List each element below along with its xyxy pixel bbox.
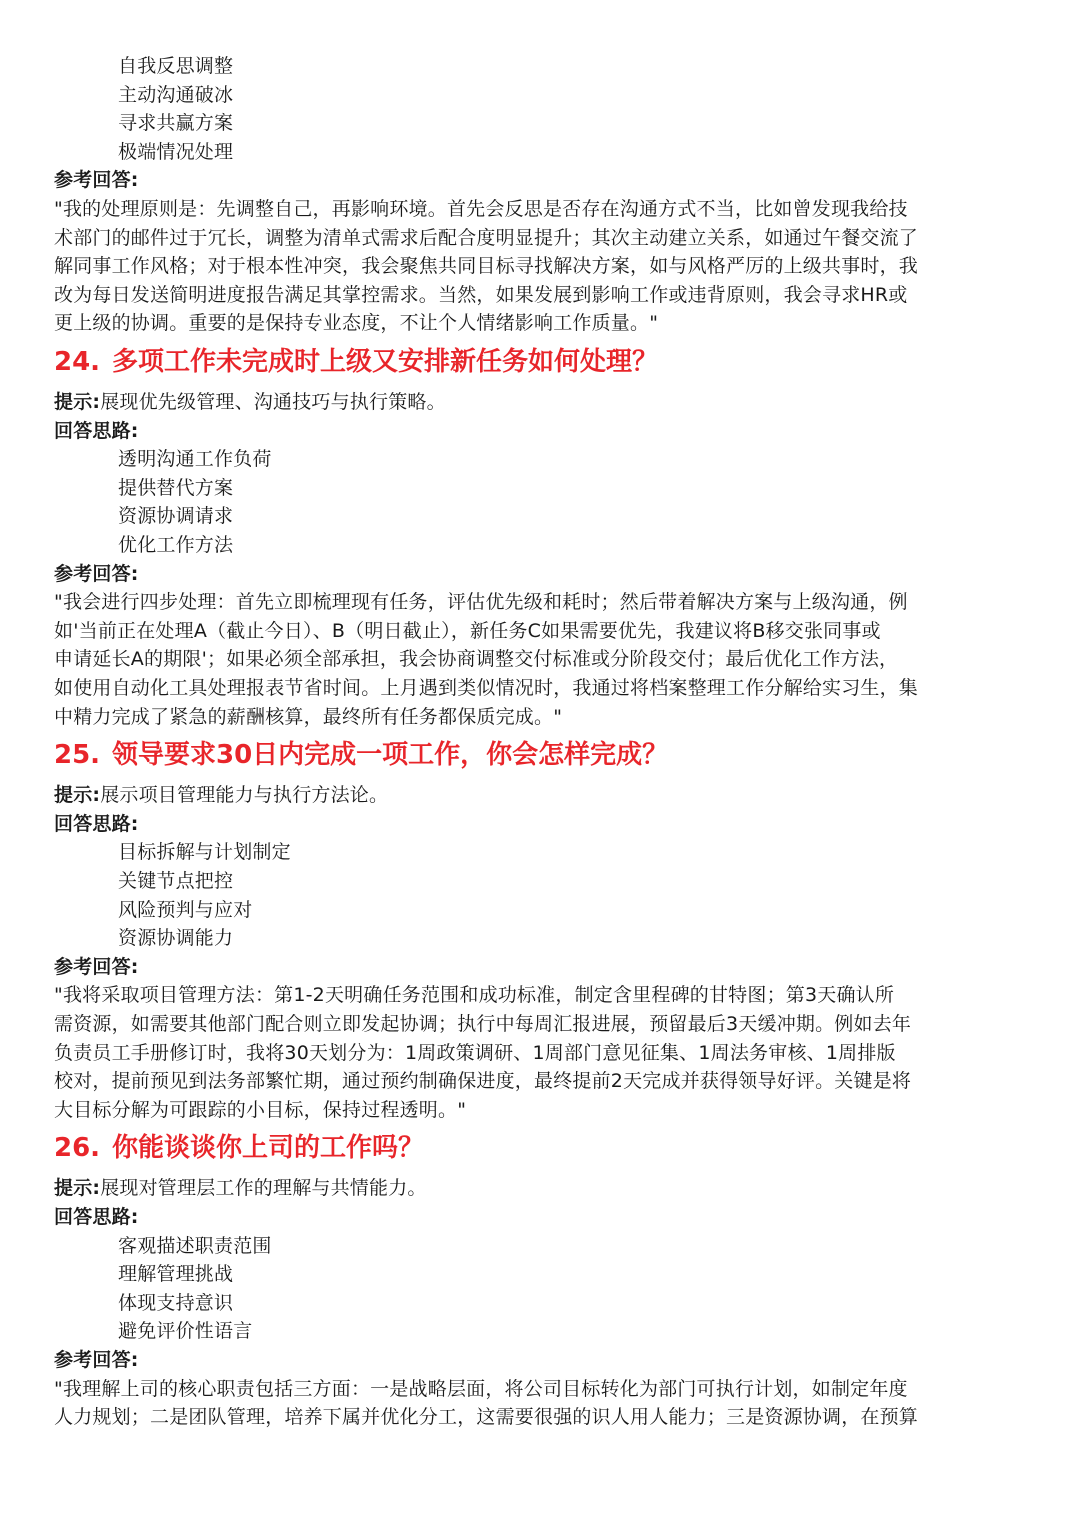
answer-label: 参考回答:	[54, 169, 139, 192]
hint-text: 展现优先级管理、沟通技巧与执行策略。	[100, 391, 446, 413]
hint-text: 展示项目管理能力与执行方法论。	[100, 784, 389, 807]
approach-point: 优化工作方法	[118, 534, 234, 556]
hint-label: 提示:	[54, 391, 101, 413]
question-text: 你能谈谈你上司的工作吗？	[112, 1133, 425, 1164]
approach-point: 目标拆解与计划制定	[118, 841, 291, 864]
approach-point: 寻求共赢方案	[118, 112, 234, 135]
approach-label: 回答思路:	[54, 1206, 139, 1228]
question-number: 25.	[54, 740, 101, 771]
approach-point: 透明沟通工作负荷	[118, 448, 272, 471]
answer-line: 校对，提前预见到法务部繁忙期，通过预约制确保进度，最终提前2天完成并获得领导好评。关键是将	[54, 1070, 912, 1093]
answer-line: "我理解上司的核心职责包括三方面：一是战略层面，将公司目标转化为部门可执行计划，如制定年度	[54, 1377, 908, 1400]
question-text: 领导要求30日内完成一项工作，你会怎样完成？	[112, 740, 669, 771]
approach-point: 理解管理挑战	[118, 1263, 234, 1286]
approach-point: 资源协调能力	[118, 927, 234, 950]
answer-line: 改为每日发送简明进度报告满足其掌控需求。当然，如果发展到影响工作或违背原则，我会寻求HR或	[54, 283, 908, 306]
answer-label: 参考回答:	[54, 562, 139, 585]
approach-point: 资源协调请求	[118, 505, 234, 528]
approach-label: 回答思路:	[54, 419, 139, 442]
answer-line: 中精力完成了紧急的薪酬核算，最终所有任务都保质完成。"	[54, 705, 563, 728]
hint-label: 提示:	[54, 784, 101, 807]
approach-point: 提供替代方案	[118, 476, 234, 499]
answer-line: 如使用自动化工具处理报表节省时间。上月遇到类似情况时，我通过将档案整理工作分解给实习生，集	[54, 677, 919, 699]
hint-text: 展现对管理层工作的理解与共情能力。	[100, 1177, 427, 1200]
approach-point: 关键节点把控	[118, 870, 234, 892]
question-number: 26.	[54, 1133, 101, 1164]
approach-label: 回答思路:	[54, 812, 139, 835]
answer-line: 大目标分解为可跟踪的小目标，保持过程透明。"	[54, 1098, 467, 1121]
hint-line	[54, 1174, 427, 1202]
hint-line	[54, 781, 388, 809]
question-text: 多项工作未完成时上级又安排新任务如何处理？	[112, 347, 659, 377]
approach-point: 极端情况处理	[118, 140, 234, 163]
hint-line	[54, 388, 446, 416]
answer-line: 申请延长A的期限'；如果必须全部承担，我会协商调整交付标准或分阶段交付；最后优化工作方法，	[54, 648, 899, 671]
approach-point: 风险预判与应对	[118, 898, 253, 921]
answer-line: 如'当前正在处理A（截止今日）、B（明日截止），新任务C如果需要优先，我建议将B移交张同事或	[54, 619, 881, 642]
answer-line: "我将采取项目管理方法：第1-2天明确任务范围和成功标准，制定含里程碑的甘特图；第3天确认所	[54, 984, 895, 1007]
answer-label: 参考回答:	[54, 1349, 139, 1371]
answer-line: 负责员工手册修订时，我将30天划分为：1周政策调研、1周部门意见征集、1周法务审核、1周排版	[54, 1041, 896, 1064]
approach-point: 主动沟通破冰	[118, 83, 234, 106]
answer-line: "我会进行四步处理：首先立即梳理现有任务，评估优先级和耗时；然后带着解决方案与上级沟通，例	[54, 591, 908, 614]
answer-line: 人力规划；二是团队管理，培养下属并优化分工，这需要很强的识人用人能力；三是资源协调，在预算	[54, 1406, 919, 1429]
approach-point: 客观描述职责范围	[118, 1234, 272, 1257]
answer-line: 需资源，如需要其他部门配合则立即发起协调；执行中每周汇报进展，预留最后3天缓冲期。例如去年	[54, 1013, 912, 1035]
answer-line: 解同事工作风格；对于根本性冲突，我会聚焦共同目标寻找解决方案，如与风格严厉的上级共事时，我	[54, 255, 919, 278]
answer-line: 更上级的协调。重要的是保持专业态度，不让个人情绪影响工作质量。"	[54, 312, 659, 335]
approach-point: 体现支持意识	[118, 1291, 234, 1314]
question-title	[54, 737, 668, 773]
hint-label: 提示:	[54, 1177, 101, 1200]
approach-point: 避免评价性语言	[118, 1320, 253, 1343]
answer-line: 术部门的邮件过于冗长，调整为清单式需求后配合度明显提升；其次主动建立关系，如通过午餐交流了	[54, 226, 919, 249]
question-title	[54, 344, 658, 380]
answer-line: "我的处理原则是：先调整自己，再影响环境。首先会反思是否存在沟通方式不当，比如曾发现我给技	[54, 198, 908, 220]
approach-point: 自我反思调整	[118, 55, 234, 77]
question-title	[54, 1130, 424, 1166]
answer-label: 参考回答:	[54, 955, 139, 978]
question-number: 24.	[54, 347, 101, 377]
